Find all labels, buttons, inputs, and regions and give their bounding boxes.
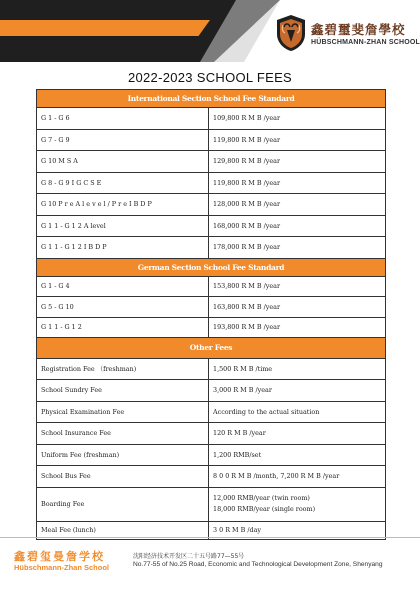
table-row xyxy=(37,297,386,318)
fee-value: According to the actual situation xyxy=(209,401,386,423)
grade-label: G 8 - G 9 I G C S E xyxy=(37,172,209,194)
grade-label: G 7 - G 9 xyxy=(37,129,209,151)
fee-label: Boarding Fee xyxy=(37,487,209,521)
fee-label: Uniform Fee (freshman) xyxy=(37,444,209,466)
fee-value: 178,000 R M B /year xyxy=(209,237,386,259)
footer-address-chinese: 沈阳经济技术开发区二十五号路77—55号 xyxy=(133,553,245,560)
table-row xyxy=(37,172,386,194)
table-row xyxy=(37,129,386,151)
section-header-international xyxy=(37,90,386,108)
school-logo xyxy=(275,14,420,58)
grade-label: G 5 - G 10 xyxy=(37,297,209,318)
fee-value: 153,800 R M B /year xyxy=(209,276,386,297)
grade-label: G 1 1 - G 1 2 A level xyxy=(37,215,209,237)
logo-english-name: HÜBSCHMANN-ZHAN SCHOOL xyxy=(311,39,420,46)
table-row xyxy=(37,237,386,259)
grade-label: G 1 1 - G 1 2 I B D P xyxy=(37,237,209,259)
table-row xyxy=(37,487,386,521)
fee-value: 168,000 R M B /year xyxy=(209,215,386,237)
fee-label: School Sundry Fee xyxy=(37,380,209,402)
footer-school-chinese: 鑫碧玺曼詹学校 xyxy=(14,550,105,563)
footer-divider xyxy=(0,537,420,538)
fee-value: 1,500 R M B /time xyxy=(209,358,386,380)
table-row xyxy=(37,423,386,445)
fee-value: 120 R M B /year xyxy=(209,423,386,445)
fee-value: 3,000 R M B /year xyxy=(209,380,386,402)
fee-value: 119,800 R M B /year xyxy=(209,129,386,151)
grade-label: G 10 P r e A l e v e l / P r e I B D P xyxy=(37,194,209,216)
fee-line: 12,000 RMB/year (twin room) xyxy=(213,494,310,502)
fee-label: Registration Fee （freshman) xyxy=(37,358,209,380)
grade-label: G 1 - G 4 xyxy=(37,276,209,297)
fee-value: 3 0 R M B /day xyxy=(209,521,386,539)
section-header-german xyxy=(37,258,386,276)
grade-label: G 1 1 - G 1 2 xyxy=(37,317,209,338)
fee-value: 128,000 R M B /year xyxy=(209,194,386,216)
footer-school-english: Hübschmann-Zhan School xyxy=(14,563,110,572)
fee-label: Meal Fee (lunch) xyxy=(37,521,209,539)
fee-line: 18,000 RMB/year (single room) xyxy=(213,505,316,513)
table-row xyxy=(37,108,386,130)
table-row xyxy=(37,358,386,380)
fee-value: 8 0 0 R M B /month, 7,200 R M B /year xyxy=(209,466,386,488)
fee-value: 119,800 R M B /year xyxy=(209,172,386,194)
grade-label: G 10 M S A xyxy=(37,151,209,173)
section-heading: Other Fees xyxy=(37,338,386,359)
section-header-other xyxy=(37,338,386,359)
table-row xyxy=(37,151,386,173)
fee-value: 1,200 RMB/set xyxy=(209,444,386,466)
fee-label: School Bus Fee xyxy=(37,466,209,488)
fee-label: School Insurance Fee xyxy=(37,423,209,445)
table-row xyxy=(37,276,386,297)
fee-label: Physical Examination Fee xyxy=(37,401,209,423)
grade-label: G 1 - G 6 xyxy=(37,108,209,130)
table-row xyxy=(37,317,386,338)
table-row xyxy=(37,194,386,216)
fee-value: 193,800 R M B /year xyxy=(209,317,386,338)
header-stripe-orange xyxy=(0,20,210,36)
table-row xyxy=(37,380,386,402)
fee-value: 109,800 R M B /year xyxy=(209,108,386,130)
ram-emblem-icon xyxy=(275,14,307,52)
fee-value: 129,800 R M B /year xyxy=(209,151,386,173)
table-row xyxy=(37,215,386,237)
footer-address-english: No.77-55 of No.25 Road, Economic and Technological Development Zone, Shenyang xyxy=(133,561,383,568)
table-row xyxy=(37,466,386,488)
table-row xyxy=(37,401,386,423)
section-heading: German Section School Fee Standard xyxy=(37,258,386,276)
logo-chinese-name: 鑫碧璽斐詹學校 xyxy=(311,22,406,37)
fee-value xyxy=(209,487,386,521)
page-title: 2022-2023 SCHOOL FEES xyxy=(127,70,293,85)
fee-value: 163,800 R M B /year xyxy=(209,297,386,318)
table-row xyxy=(37,444,386,466)
fee-table xyxy=(36,89,386,540)
section-heading: International Section School Fee Standard xyxy=(37,90,386,108)
